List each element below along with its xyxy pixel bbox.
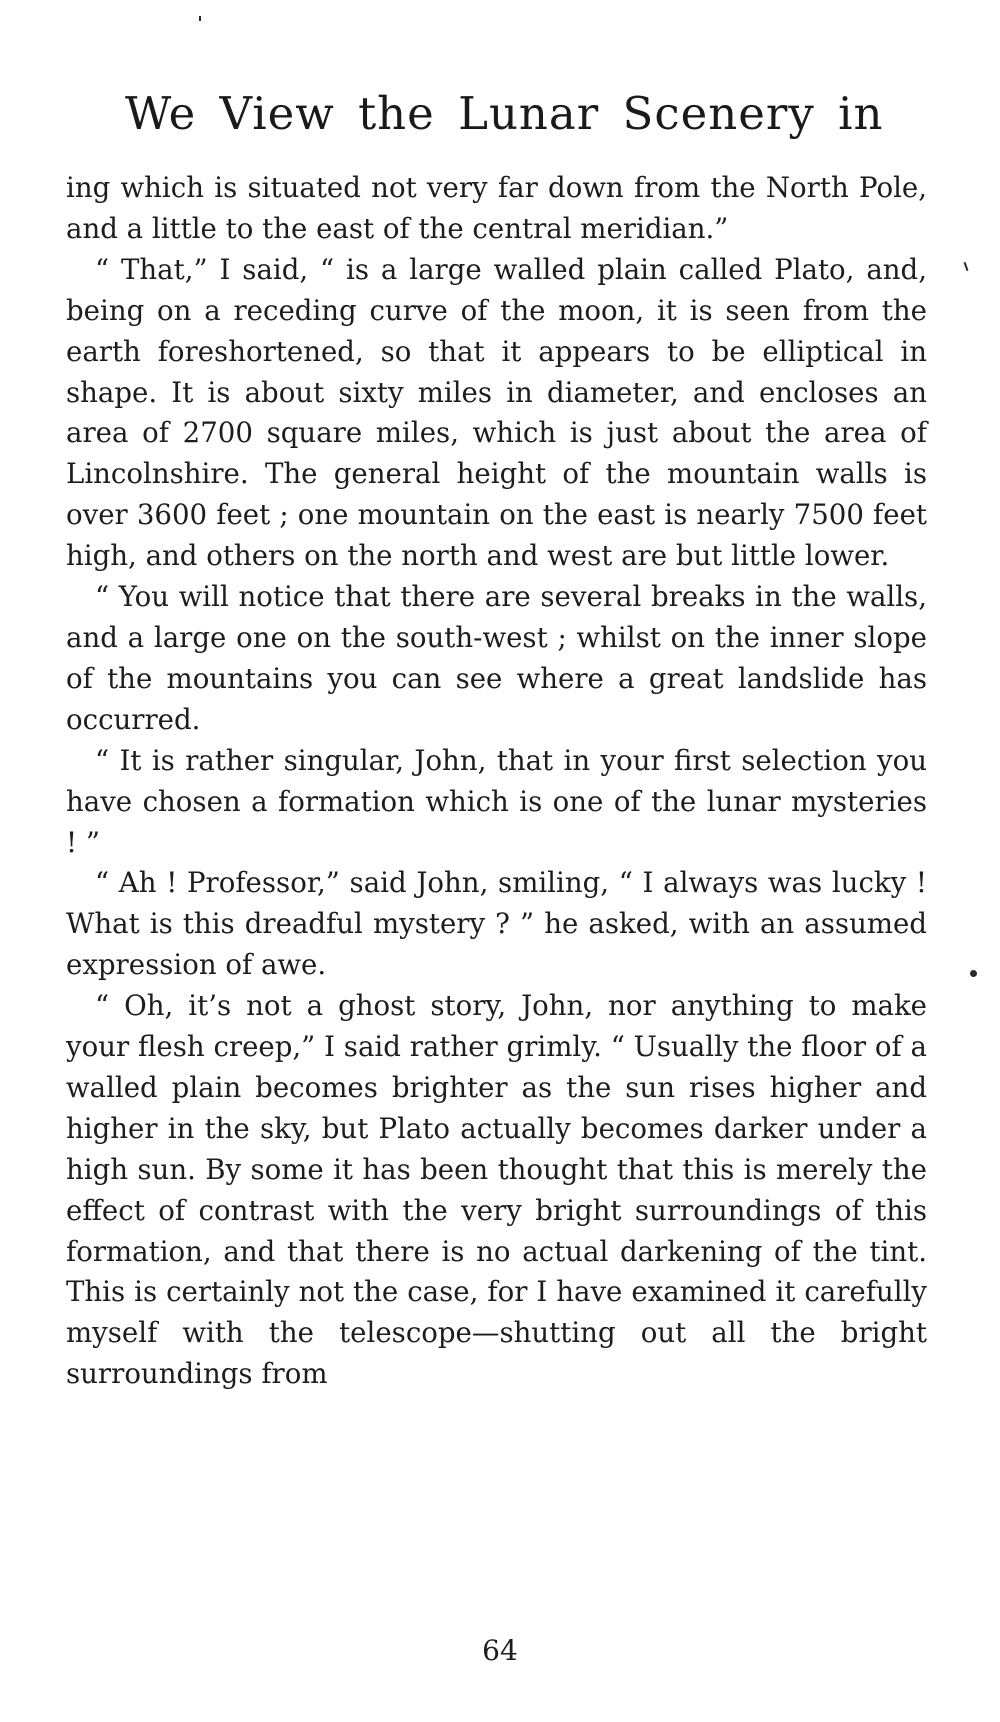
running-head: We View the Lunar Scenery in xyxy=(125,87,884,140)
print-speck xyxy=(964,262,969,271)
print-speck xyxy=(199,16,201,21)
paragraph: “ Ah ! Professor,” said John, smiling, “ I always was lucky ! What is this dreadful mystery ? ” he asked, with an assumed expression of awe. xyxy=(66,866,927,982)
paragraph: “ Oh, it’s not a ghost story, John, nor anything to make your flesh creep,” I said rather grimly. “ Usually the floor of a walled plain becomes brighter as the sun rises higher and higher in the sky, but Plato actually becomes darker under a high sun. By some it has been thought that this is merely the effect of contrast with the very bright surroundings of this formation, and that there is no actual darkening of the tint. This is certainly not the case, for I have examined it carefully myself with the telescope—shutting out all the bright surroundings from xyxy=(66,989,927,1391)
paragraph: ing which is situated not very far down from the North Pole, and a little to the east of the central meridian.” xyxy=(66,171,927,245)
page-number: 64 xyxy=(482,1634,518,1667)
paragraph: “ That,” I said, “ is a large walled plain called Plato, and, being on a receding curve of the moon, it is seen from the earth foreshortened, so that it appears to be elliptical in shape. It is about sixty miles in diameter, and encloses an area of 2700 square miles, which is just about the area of Lincolnshire. The general height of the mountain walls is over 3600 feet ; one mountain on the east is nearly 7500 feet high, and others on the north and west are but little lower. xyxy=(66,252,927,573)
paragraph: “ You will notice that there are several breaks in the walls, and a large one on the south-west ; whilst on the inner slope of the mountains you can see where a great landslide has occurred. xyxy=(66,580,927,736)
paragraph: “ It is rather singular, John, that in your first selection you have chosen a formation which is one of the lunar mysteries ! ” xyxy=(66,743,927,859)
print-speck xyxy=(970,970,977,977)
body-text xyxy=(66,168,927,1395)
